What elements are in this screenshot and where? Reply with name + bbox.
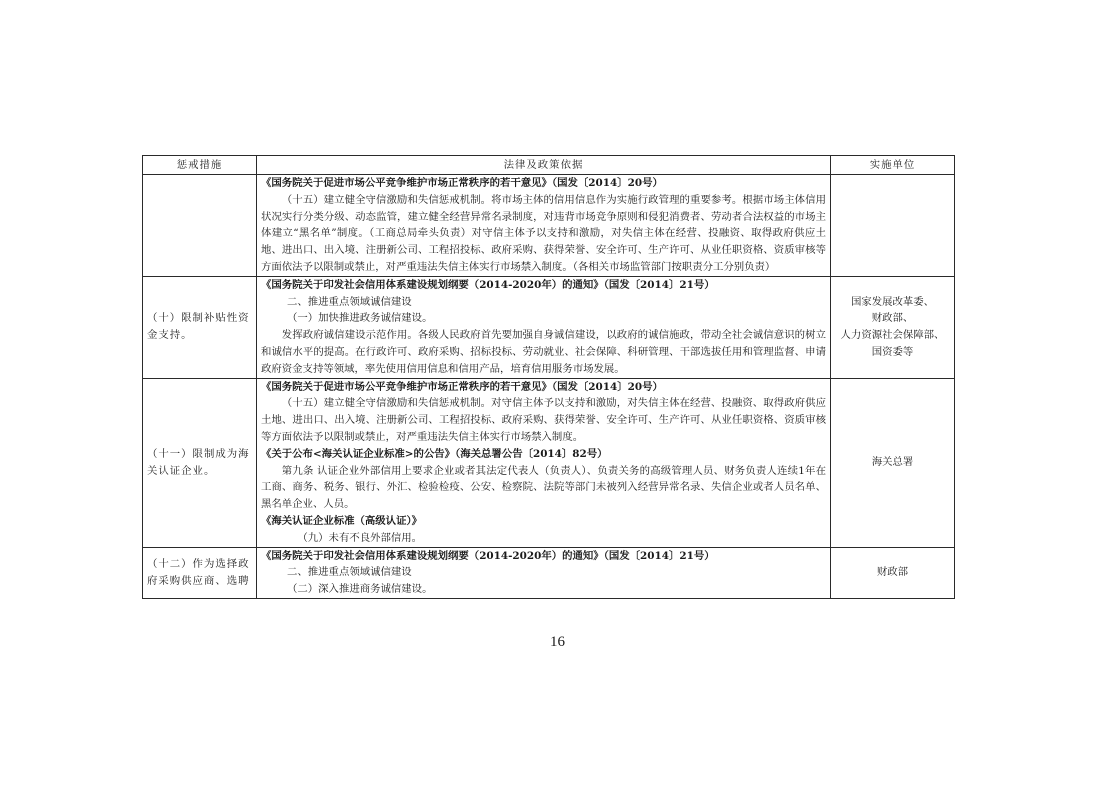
basis-cell xyxy=(257,547,831,598)
measure-cell xyxy=(143,175,257,277)
policy-source-title: 《关于公布<海关认证企业标准>的公告》（海关总署公告〔2014〕82号） xyxy=(261,447,608,460)
basis-cell xyxy=(257,175,831,277)
policy-source-title: 《国务院关于促进市场公平竞争维护市场正常秩序的若干意见》（国发〔2014〕20号） xyxy=(261,380,663,393)
policy-source-title: 《国务院关于促进市场公平竞争维护市场正常秩序的若干意见》（国发〔2014〕20号） xyxy=(261,177,663,189)
measure-cell: （十二）作为选择政府采购供应商、选聘 xyxy=(143,547,257,598)
page-number: 16 xyxy=(550,634,565,650)
policy-paragraph: （十五）建立健全守信激励和失信惩戒机制。将市场主体的信用信息作为实施行政管理的重要参考。根据市场主体信用状况实行分类分级、动态监管，建立健全经营异常名录制度，对违背市场竞争原则和侵犯消费者、劳动者合法权益的市场主体建立“黑名单”制度。（工商总局牵头负责）对守信主体予以支持和激励，对失信主体在经营、投融资、取得政府供应土地、进出口、出入境、注册新公司、工程招投标、政府采购、获得荣誉、安全许可、生产许可、从业任职资格、资质审核等方面依法予以限制或禁止，对严重违法失信主体实行市场禁入制度。（各相关市场监管部门按职责分工分别负责） xyxy=(261,193,826,273)
implementing-unit-cell: 海关总署 xyxy=(831,378,955,547)
table-row xyxy=(143,276,955,378)
policy-paragraph: （二）深入推进商务诚信建设。 xyxy=(287,583,433,596)
table-row xyxy=(143,547,955,598)
table-row xyxy=(143,175,955,277)
policy-paragraph: 发挥政府诚信建设示范作用。各级人民政府首先要加强自身诚信建设，以政府的诚信施政，带动全社会诚信意识的树立和诚信水平的提高。在行政许可、政府采购、招标投标、劳动就业、社会保障、科研管理、干部选拔任用和管理监督、申请政府资金支持等领域，率先使用信用信息和信用产品，培育信用服务市场发展。 xyxy=(261,329,826,375)
implementing-unit-cell xyxy=(831,175,955,277)
header-basis: 法律及政策依据 xyxy=(257,156,831,175)
policy-paragraph: （九）未有不良外部信用。 xyxy=(297,531,423,544)
header-unit: 实施单位 xyxy=(831,156,955,175)
table-header-row xyxy=(143,156,955,175)
implementing-unit-cell: 财政部 xyxy=(831,547,955,598)
policy-paragraph: 二、推进重点领域诚信建设 xyxy=(287,566,412,579)
policy-source-title: 《国务院关于印发社会信用体系建设规划纲要（2014-2020年）的通知》（国发〔2014〕21号） xyxy=(261,549,715,562)
punishment-measures-table xyxy=(142,155,955,599)
basis-cell xyxy=(257,276,831,378)
measure-cell: （十一）限制成为海关认证企业。 xyxy=(143,378,257,547)
table-body xyxy=(143,175,955,599)
policy-source-title: 《海关认证企业标准（高级认证）》 xyxy=(261,514,423,527)
header-measure: 惩戒措施 xyxy=(143,156,257,175)
policy-paragraph: 二、推进重点领域诚信建设 xyxy=(287,295,412,308)
measure-cell: （十）限制补贴性资金支持。 xyxy=(143,276,257,378)
policy-paragraph: （十五）建立健全守信激励和失信惩戒机制。对守信主体予以支持和激励，对失信主体在经营、投融资、取得政府供应土地、进出口、出入境、注册新公司、工程招投标、政府采购、获得荣誉、安全许可、生产许可、从业任职资格、资质审核等方面依法予以限制或禁止，对严重违法失信主体实行市场禁入制度。 xyxy=(261,397,826,443)
basis-cell xyxy=(257,378,831,547)
table-row xyxy=(143,378,955,547)
policy-source-title: 《国务院关于印发社会信用体系建设规划纲要（2014-2020年）的通知》（国发〔2014〕21号） xyxy=(261,278,715,291)
policy-paragraph: 第九条 认证企业外部信用上要求企业或者其法定代表人（负责人）、负责关务的高级管理人员、财务负责人连续1年在工商、商务、税务、银行、外汇、检验检疫、公安、检察院、法院等部门未被列入经营异常名录、失信企业或者人员名单、黑名单企业、人员。 xyxy=(261,464,826,511)
implementing-unit-cell: 国家发展改革委、 财政部、 人力资源社会保障部、 国资委等 xyxy=(831,276,955,378)
policy-paragraph: （一）加快推进政务诚信建设。 xyxy=(287,312,433,325)
